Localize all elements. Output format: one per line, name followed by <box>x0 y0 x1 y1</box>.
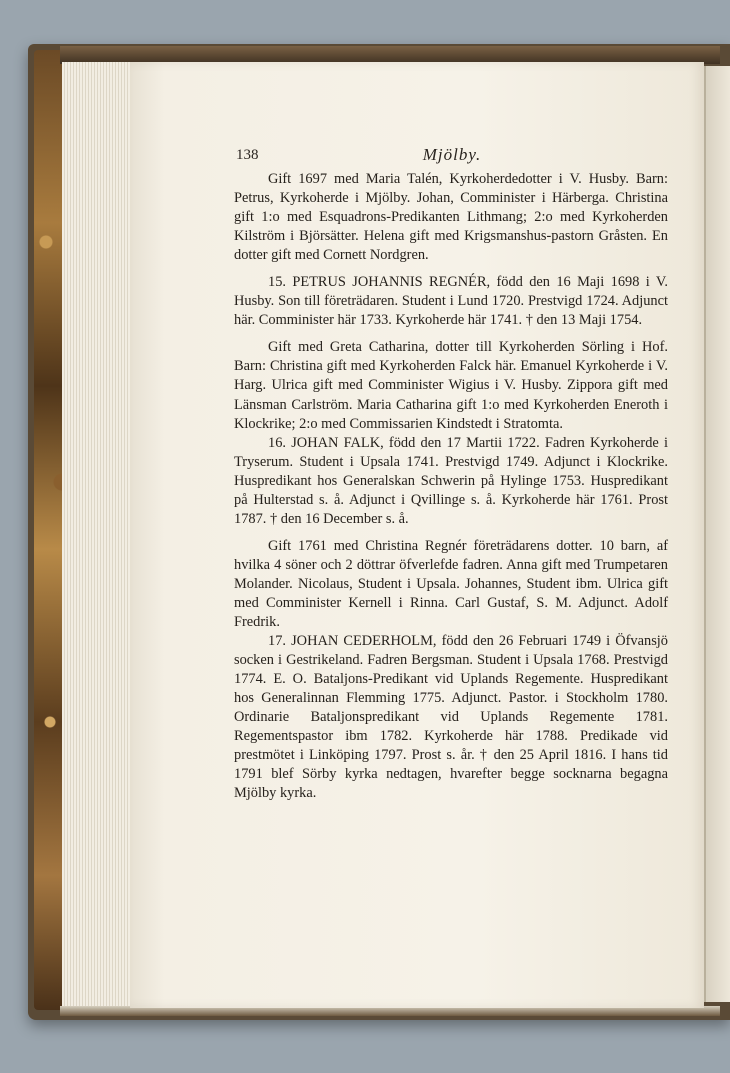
facing-page-edge <box>704 66 730 1002</box>
paragraph: Gift med Greta Catharina, dotter till Kyrkoherden Sörling i Hof. Barn: Christina gift med Kyrkoherden Falck här. Emanuel Kyrkoherde i V. Harg. Ulrica gift med Comminister Wigius i V. Husby. Zippora gift med Länsman Carlström. Maria Catharina gift 1:o med Kyrkoherden Eneroth i Klockrike; 2:o med Commissarien Kindstedt i Stratomta. <box>234 339 668 432</box>
page-body <box>234 170 668 804</box>
paragraph: 17. JOHAN CEDERHOLM, född den 26 Februari 1749 i Öfvansjö socken i Gestrikeland. Fadren Bergsman. Student i Upsala 1768. Prestvigd 1774. E. O. Bataljons-Predikant vid Uplands Regemente. Huspredikant hos Generalinnan Flemming 1775. Adjunct. Pastor. i Stockholm 1780. Ordinarie Bataljonspredikant vid Uplands Regemente 1781. Regementspastor ibm 1782. Kyrkoherde här 1788. Predikade vid prestmötet i Linköping 1797. Prost s. år. † den 25 April 1816. I hans tid 1791 blef Sörby kyrka nedtagen, hvarefter begge socknarna begagna Mjölby kyrka. <box>234 633 668 802</box>
paragraph: Gift 1697 med Maria Talén, Kyrkoherdedotter i V. Husby. Barn: Petrus, Kyrkoherde i Mjölby. Johan, Comminister i Härberga. Christina gift 1:o med Esquadrons-Predikanten Lithmang; 2:o med Kyrkoherden Kilström i Björsätter. Helena gift med Krigsmanshus-pastorn Gråsten. En dotter gift med Cornett Nordgren. <box>234 171 668 264</box>
paragraph: 15. PETRUS JOHANNIS REGNÉR, född den 16 Maji 1698 i V. Husby. Son till företrädaren. Student i Lund 1720. Prestvigd 1724. Adjunct här. Comminister här 1733. Kyrkoherde här 1741. † den 13 Maji 1754. <box>234 274 668 329</box>
page-number: 138 <box>236 147 259 163</box>
running-title: Mjölby. <box>422 145 482 164</box>
paragraph: 16. JOHAN FALK, född den 17 Martii 1722. Fadren Kyrkoherde i Tryserum. Student i Upsala 1741. Prestvigd 1749. Adjunct i Klockrike. Huspredikant hos Generalskan Schwerin på Hylinge 1753. Huspredikant på Hulterstad s. å. Adjunct i Qvillinge s. å. Kyrkoherde här 1761. Prost 1787. † den 16 December s. å. <box>234 434 668 527</box>
page-header <box>236 143 668 169</box>
page-edges <box>62 62 133 1006</box>
paragraph: Gift 1761 med Christina Regnér företrädarens dotter. 10 barn, af hvilka 4 söner och 2 döttrar öfverlefde fadren. Anna gift med Trumpetaren Molander. Nicolaus, Student i Upsala. Johannes, Student ibm. Ulrica gift med Comminister Kernell i Rinna. Carl Gustaf, S. M. Adjunct. Adolf Fredrik. <box>234 537 668 631</box>
